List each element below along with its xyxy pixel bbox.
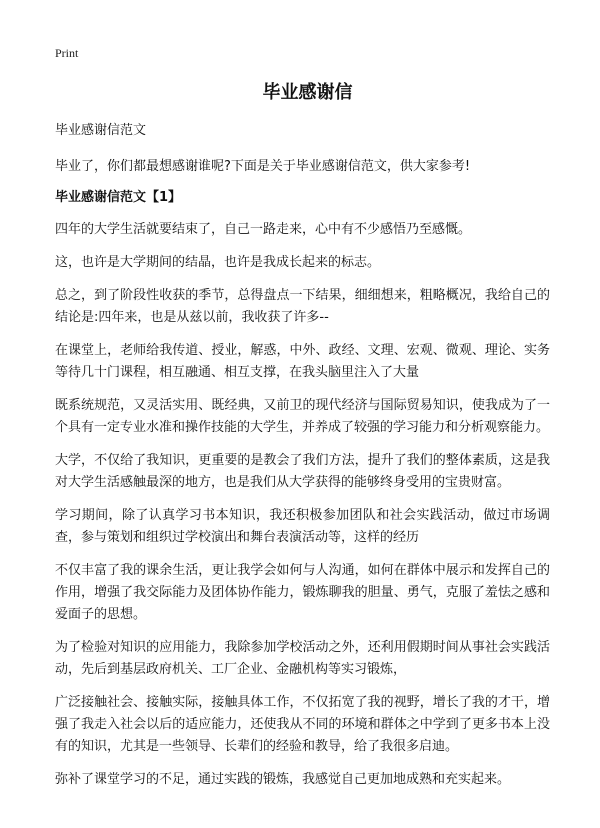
- body-paragraph: 在课堂上，老师给我传道、授业，解惑，中外、政经、文理、宏观、微观、理论、实务等待几十门课程，相互融通、相互支撑，在我头脑里注入了大量: [55, 343, 550, 380]
- body-paragraph: 四年的大学生活就要结束了，自己一路走来，心中有不少感悟乃至感慨。: [55, 222, 472, 237]
- body-paragraph: 既系统规范，又灵活实用、既经典，又前卫的现代经济与国际贸易知识，使我成为了一个具有一定专业水准和操作技能的大学生，并养成了较强的学习能力和分析观察能力。: [55, 398, 550, 435]
- body-paragraph: 总之，到了阶段性收获的季节，总得盘点一下结果，细细想来，粗略概况，我给自己的结论是:四年来，也是从兹以前，我收获了许多--: [55, 288, 550, 325]
- document-title: 毕业感谢信: [262, 82, 353, 103]
- body-paragraph: 弥补了课堂学习的不足，通过实践的锻炼，我感觉自己更加地成熟和充实起来。: [55, 772, 511, 787]
- section-heading: 毕业感谢信范文【1】: [55, 190, 182, 205]
- body-paragraph: 为了检验对知识的应用能力，我除参加学校活动之外，还利用假期时间从事社会实践活动，先后到基层政府机关、工厂企业、金融机构等实习锻炼，: [55, 640, 550, 677]
- body-paragraph: 广泛接触社会、接触实际，接触具体工作，不仅拓宽了我的视野，增长了我的才干，增强了我走入社会以后的适应能力，还使我从不同的环境和群体之中学到了更多书本上没有的知识，尤其是一些领导、长辈们的经验和教导，给了我很多启迪。: [55, 695, 550, 754]
- body-paragraph: 学习期间，除了认真学习书本知识，我还积极参加团队和社会实践活动，做过市场调查，参与策划和组织过学校演出和舞台表演活动等，这样的经历: [55, 508, 550, 545]
- body-paragraph: 这，也许是大学期间的结晶，也许是我成长起来的标志。: [55, 255, 381, 270]
- body-paragraph: 大学，不仅给了我知识，更重要的是教会了我们方法，提升了我们的整体素质，这是我对大学生活感触最深的地方，也是我们从大学获得的能够终身受用的宝贵财富。: [55, 453, 550, 490]
- body-paragraph: 不仅丰富了我的课余生活，更让我学会如何与人沟通，如何在群体中展示和发挥自己的作用，增强了我交际能力及团体协作能力，锻炼聊我的胆量、勇气，克服了羞怯之感和爱面子的思想。: [55, 563, 550, 622]
- intro-paragraph: 毕业了，你们都最想感谢谁呢?下面是关于毕业感谢信范文，供大家参考!: [55, 159, 471, 174]
- print-link[interactable]: Print: [55, 46, 79, 60]
- document-subtitle: 毕业感谢信范文: [55, 123, 147, 138]
